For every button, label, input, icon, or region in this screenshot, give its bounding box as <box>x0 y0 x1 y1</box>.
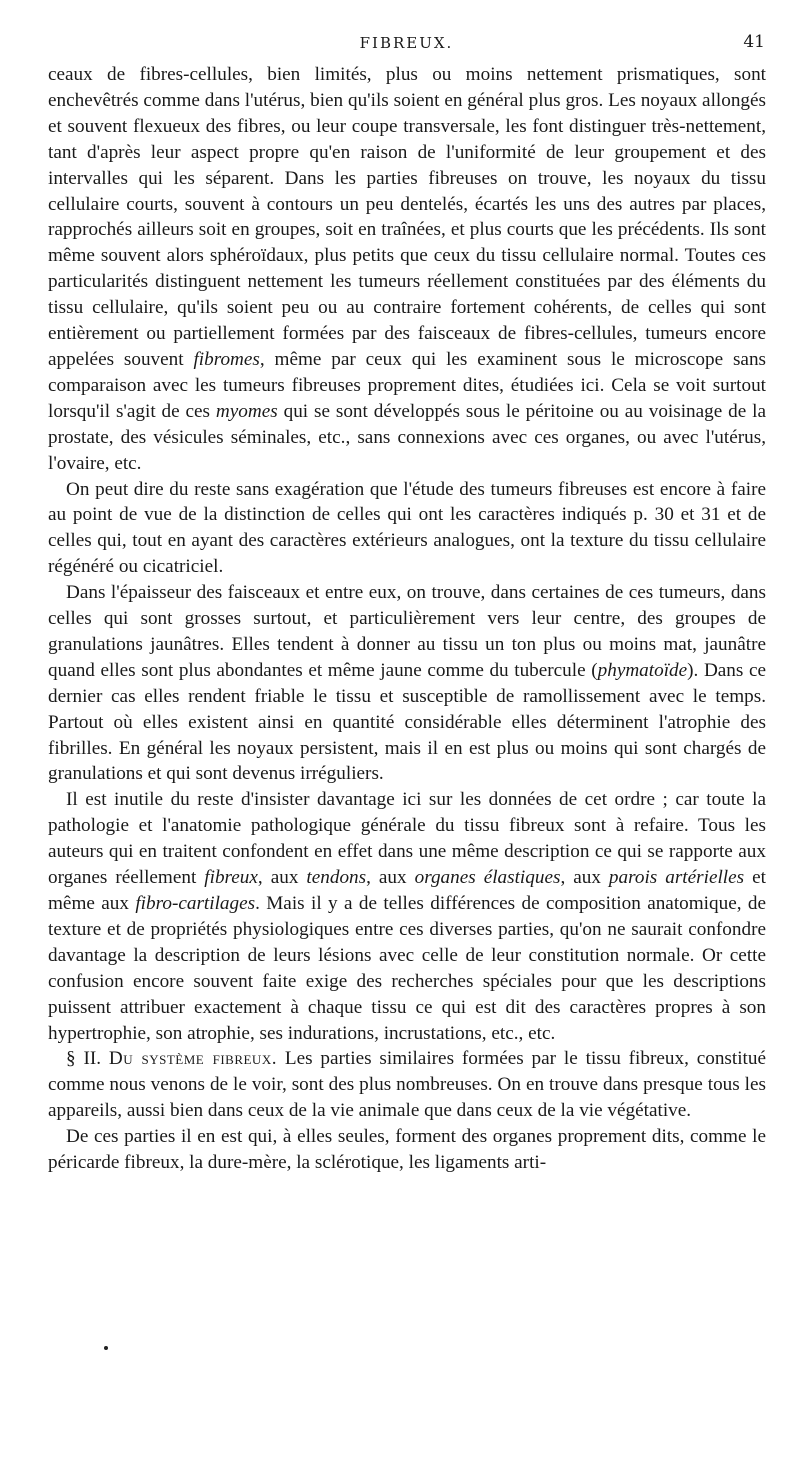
p4-italic-fibreux: fibreux <box>204 867 258 889</box>
p4-italic-organes-elastiques: organes élastiques <box>414 867 561 889</box>
p4-text-1: Il est inutile du reste d'insister davantage ici sur les données de cet ordre ; car toute la pathologie et l'anatomie pathologique générale du tissu fibreux sont à refaire. Tous les auteurs qui en traitent confondent en effet dans une même description ce qui se rapporte aux organes réellement <box>48 789 766 889</box>
page-header <box>48 30 765 54</box>
body-text <box>48 62 766 1176</box>
p3-text-2: ). Dans ce dernier cas elles rendent friable le tissu et susceptible de ramollissement avec le temps. Partout où elles existent ainsi en quantité considérable elles déterminent l'atrophie des fibrilles. En général les noyaux persistent, mais il en est plus ou moins qui sont chargés de granulations et qui sont devenus irréguliers. <box>48 659 767 785</box>
p4-text-6: . Mais il y a de telles différences de composition anatomique, de texture et de propriétés physiologiques entre ces diverses parties, qu'on ne saurait confondre davantage la description de leurs lésions avec celle de leur constitution normale. Or cette confusion encore souvent faite exige des recherches spéciales pour que les descriptions puissent attribuer exactement à chaque tissu ce qui est dit des caractères propres à son hypertrophie, son atrophie, ses indurations, incrustations, etc., etc. <box>48 893 766 1044</box>
paragraph-1 <box>48 62 766 477</box>
running-title: FIBREUX. <box>359 34 454 52</box>
p1-italic-fibromes: fibromes <box>193 348 260 370</box>
p4-text-4: , aux <box>560 867 609 889</box>
paragraph-6: De ces parties il en est qui, à elles seules, forment des organes proprement dits, comme le péricarde fibreux, la dure-mère, la sclérotique, les ligaments arti- <box>48 1126 766 1174</box>
p4-italic-fibro-cartilages: fibro-cartilages <box>135 893 256 914</box>
p5-text: Les parties similaires formées par le tissu fibreux, constitué comme nous venons de le voir, sont des plus nombreuses. On en trouve dans presque tous les appareils, aussi bien dans ceux de la vie animale que dans ceux de la vie végétative. <box>48 1048 766 1122</box>
paragraph-3 <box>48 580 766 787</box>
p4-italic-parois-arterielles: parois artérielles <box>608 867 745 889</box>
p3-text-1: Dans l'épaisseur des faisceaux et entre eux, on trouve, dans certaines de ces tumeurs, dans celles qui sont grosses surtout, et particulièrement vers leur centre, des groupes de granulations jaunâtres. Elles tendent à donner au tissu un ton plus ou moins mat, jaunâtre quand elles sont plus abondantes et même jaune comme du tubercule ( <box>48 582 766 681</box>
p4-text-5: et même aux <box>48 867 766 914</box>
p1-italic-myomes: myomes <box>215 400 278 422</box>
p4-italic-tendons: tendons <box>306 867 367 889</box>
paragraph-4 <box>48 787 766 1046</box>
ink-speck <box>104 1346 108 1350</box>
p3-italic-phymatoide: phymatoïde <box>597 659 688 681</box>
section-heading: Du système fibreux. <box>108 1048 277 1070</box>
paragraph-5 <box>48 1046 766 1124</box>
p1-text-2: , même par ceux qui les examinent sous le microscope sans comparaison avec les tumeurs fibreuses proprement dites, étudiées ici. Cela se voit surtout lorsqu'il s'agit de ces <box>48 348 766 422</box>
section-mark: § II. <box>66 1048 102 1070</box>
p4-text-2: , aux <box>257 867 307 889</box>
p1-text-1: ceaux de fibres-cellules, bien limités, plus ou moins nettement prismatiques, sont enchevêtrés comme dans l'utérus, bien qu'ils soient en général plus gros. Les noyaux allongés et souvent flexueux des fibres, ou leur coupe transversale, les font distinguer très-nettement, tant d'après leur aspect propre qu'en raison de l'uniformité de leur groupement et des intervalles qui les séparent. Dans les parties fibreuses on trouve, les noyaux du tissu cellulaire courts, souvent à contours un peu dentelés, écartés les uns des autres par places, rapprochés ailleurs soit en groupes, soit en traînées, et plus courts que les précédents. Ils sont même souvent alors sphéroïdaux, plus petits que ceux du tissu cellulaire normal. Toutes ces particularités distinguent nettement les tumeurs réellement constituées par des éléments du tissu cellulaire, qu'ils soient peu ou au contraire fortement cohérents, de celles qui sont entièrement ou partiellement formées par des faisceaux de fibres-cellules, tumeurs encore appelées souvent <box>48 64 766 370</box>
p1-text-3: qui se sont développés sous le péritoine ou au voisinage de la prostate, des vésicules séminales, etc., sans connexions avec ces organes, ou avec l'utérus, l'ovaire, etc. <box>48 400 766 474</box>
p4-text-3: , aux <box>366 867 415 889</box>
page-number: 41 <box>743 32 765 52</box>
paragraph-2: On peut dire du reste sans exagération que l'étude des tumeurs fibreuses est encore à faire au point de vue de la distinction de celles qui ont les caractères indiqués p. 30 et 31 et de celles qui, tout en ayant des caractères extérieurs analogues, ont la texture du tissu cellulaire régénéré ou cicatriciel. <box>48 478 766 578</box>
